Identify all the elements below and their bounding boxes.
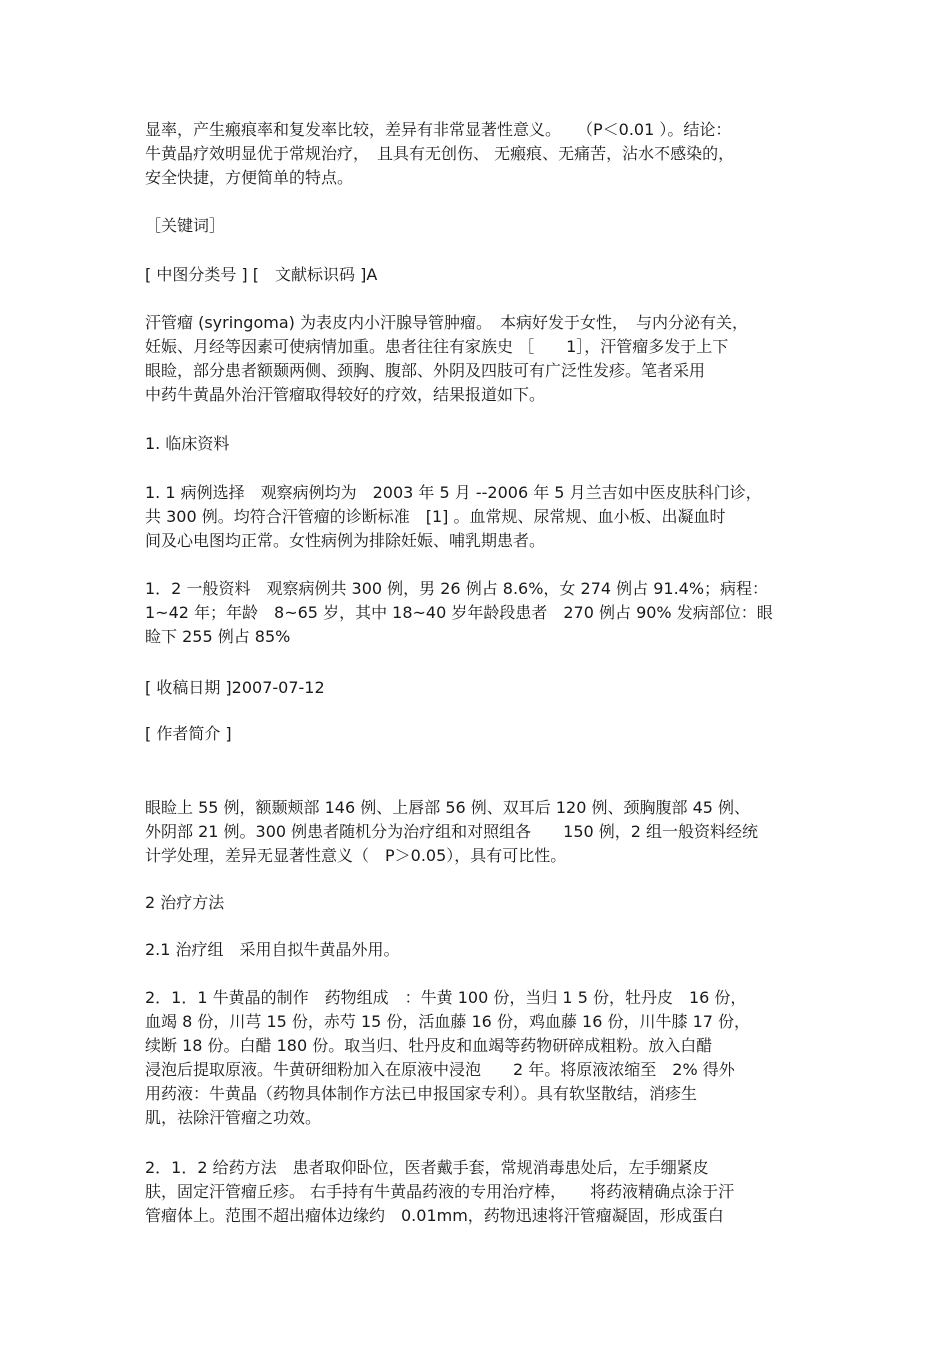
text-line: 睑下 255 例占 85% — [145, 627, 291, 646]
text-line: 妊娠、月经等因素可使病情加重。患者往往有家族史 ［ 1］，汗管瘤多发于上下 — [145, 337, 729, 356]
section-heading-2-1 — [145, 938, 815, 962]
text-line: 1. 1 病例选择 观察病例均为 2003 年 5 月 --2006 年 5 月兰吉如中医皮肤科门诊， — [145, 483, 762, 502]
text-line: 计学处理，差异无显著性意义（ P＞0.05），具有可比性。 — [145, 846, 567, 865]
text-line: 间及心电图均正常。女性病例为排除妊娠、哺乳期患者。 — [145, 531, 546, 550]
paragraph-abstract-end — [145, 118, 815, 190]
text-line: 1．2 一般资料 观察病例共 300 例，男 26 例占 8.6%，女 274 例占 91.4%；病程： — [145, 579, 769, 598]
text-line: [ 收稿日期 ]2007-07-12 — [145, 678, 325, 697]
text-line: 2．1．1 牛黄晶的制作 药物组成 ：牛黄 100 份，当归 1 5 份，牡丹皮 16 份， — [145, 988, 747, 1007]
text-line: 1~42 年；年龄 8~65 岁，其中 18~40 岁年龄段患者 270 例占 90% 发病部位：眼 — [145, 603, 773, 622]
text-line: 2 治疗方法 — [145, 893, 225, 912]
paragraph-preparation — [145, 986, 815, 1130]
received-date — [145, 676, 815, 700]
text-line: 汗管瘤 (syringoma) 为表皮内小汗腺导管肿瘤。 本病好发于女性， 与内分泌有关， — [145, 313, 748, 332]
classification-line — [145, 263, 815, 287]
text-line: 肤，固定汗管瘤丘疹。 右手持有牛黄晶药液的专用治疗棒， 将药液精确点涂于汗 — [145, 1182, 735, 1201]
text-line: [ 中图分类号 ] [ 文献标识码 ]A — [145, 265, 378, 284]
text-line: 血竭 8 份，川芎 15 份，赤芍 15 份，活血藤 16 份，鸡血藤 16 份，川牛膝 17 份， — [145, 1012, 751, 1031]
section-heading-1 — [145, 432, 815, 456]
text-line: 眼睑，部分患者额颞两侧、颈胸、腹部、外阴及四肢可有广泛性发疹。笔者采用 — [145, 361, 706, 380]
text-line: 中药牛黄晶外治汗管瘤取得较好的疗效，结果报道如下。 — [145, 385, 546, 404]
text-line: 安全快捷，方便简单的特点。 — [145, 168, 354, 187]
text-line: 管瘤体上。范围不超出瘤体边缘约 0.01mm，药物迅速将汗管瘤凝固，形成蛋白 — [145, 1206, 724, 1225]
text-line: 眼睑上 55 例，额颞颊部 146 例、上唇部 56 例、双耳后 120 例、颈胸腹部 45 例、 — [145, 798, 751, 817]
text-line: 续断 18 份。白醋 180 份。取当归、牡丹皮和血竭等药物研碎成粗粉。放入白醋 — [145, 1036, 713, 1055]
text-line: 共 300 例。均符合汗管瘤的诊断标准 [1] 。血常规、尿常规、血小板、出凝血时 — [145, 507, 726, 526]
text-line: 显率，产生瘢痕率和复发率比较，差异有非常显著性意义。 （P＜0.01 ）。结论： — [145, 120, 732, 139]
paragraph-intro — [145, 311, 815, 407]
paragraph-administration — [145, 1156, 815, 1228]
section-heading-2 — [145, 891, 815, 915]
text-line: 外阴部 21 例。300 例患者随机分为治疗组和对照组各 150 例，2 组一般资料经统 — [145, 822, 759, 841]
text-line: ［关键词］ — [145, 216, 226, 235]
text-line: 2．1．2 给药方法 患者取仰卧位，医者戴手套，常规消毒患处后，左手绷紧皮 — [145, 1158, 709, 1177]
text-line: 用药液：牛黄晶（药物具体制作方法已申报国家专利）。具有软坚散结，消疹生 — [145, 1084, 698, 1103]
author-bio-label — [145, 722, 815, 746]
text-line: 1. 临床资料 — [145, 434, 230, 453]
text-line: 肌，祛除汗管瘤之功效。 — [145, 1108, 322, 1127]
text-line: [ 作者简介 ] — [145, 724, 232, 743]
text-line: 牛黄晶疗效明显优于常规治疗， 且具有无创伤、 无瘢痕、无痛苦，沾水不感染的， — [145, 144, 735, 163]
text-line: 浸泡后提取原液。牛黄研细粉加入在原液中浸泡 2 年。将原液浓缩至 2% 得外 — [145, 1060, 735, 1079]
text-line: 2.1 治疗组 采用自拟牛黄晶外用。 — [145, 940, 400, 959]
paragraph-general-data — [145, 577, 815, 649]
keywords-label — [145, 214, 815, 238]
paragraph-case-selection — [145, 481, 815, 553]
paragraph-continued — [145, 796, 815, 868]
